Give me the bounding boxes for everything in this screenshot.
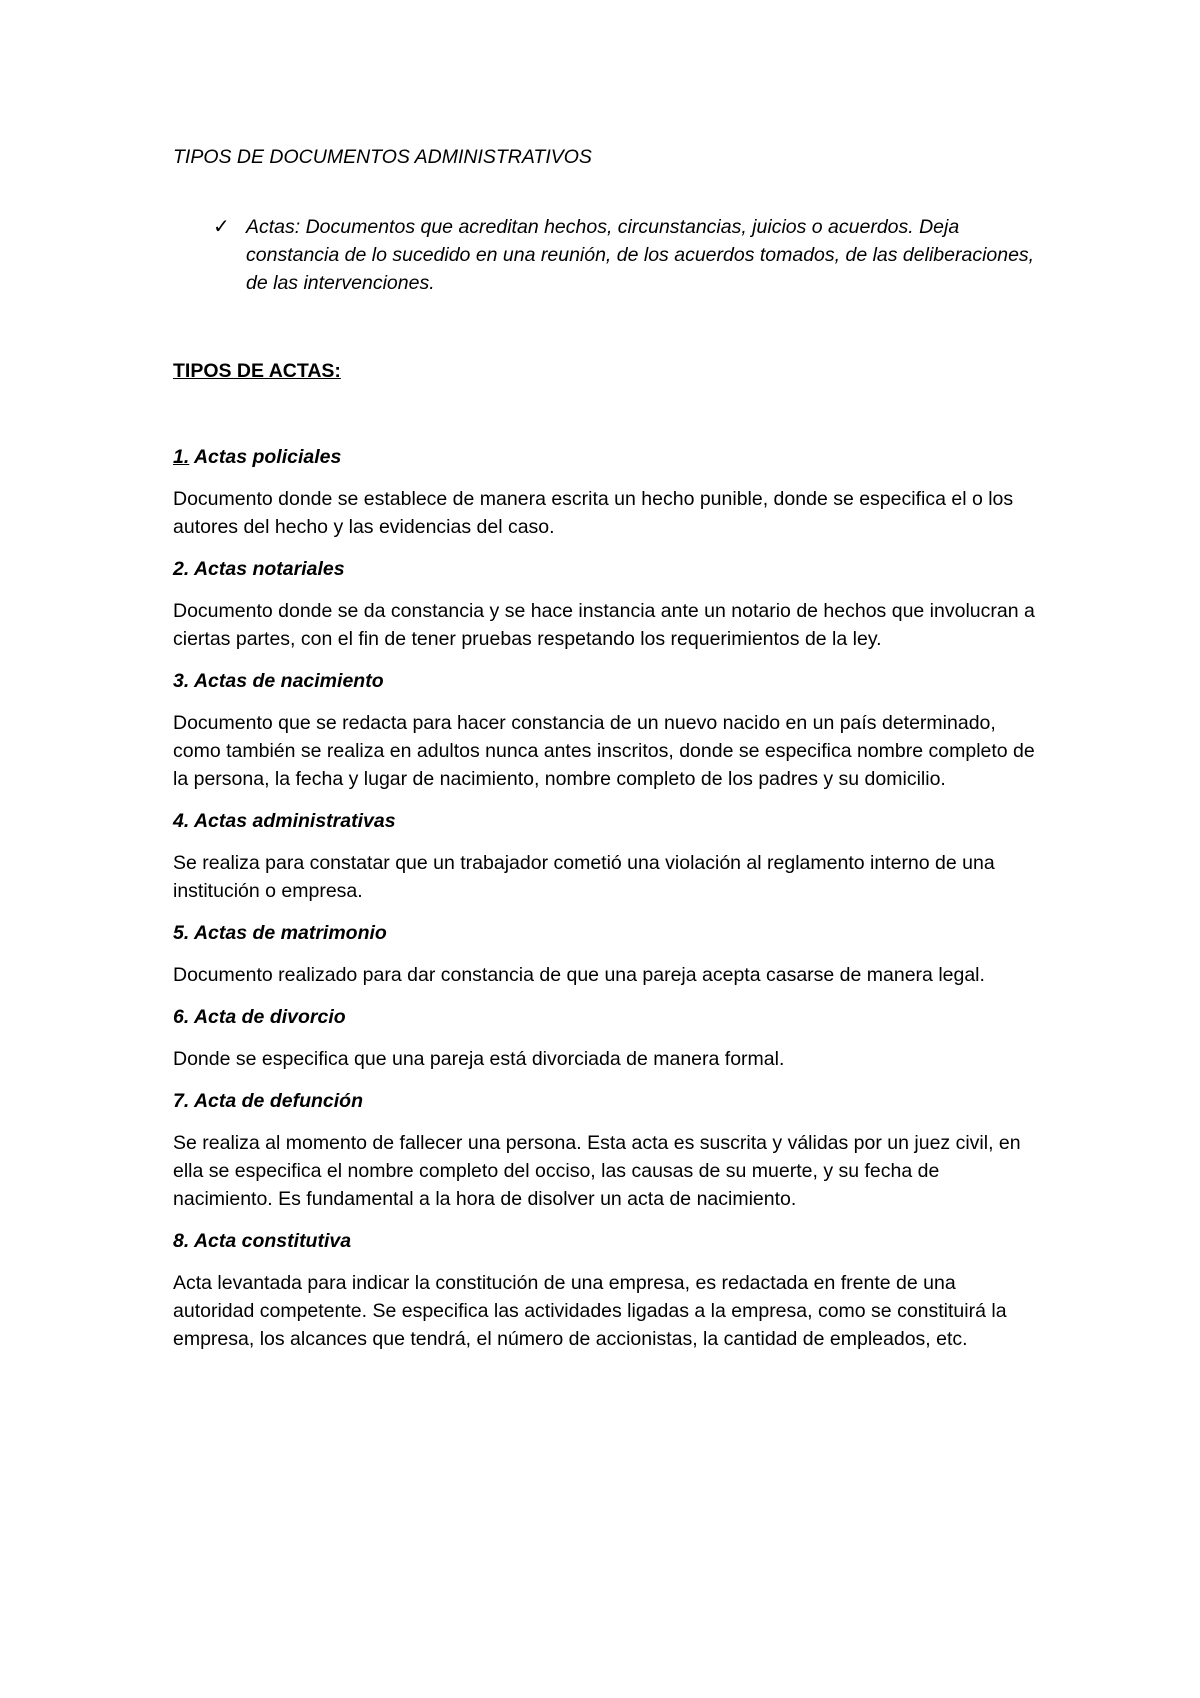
- document-page: [173, 143, 1043, 1367]
- check-list-item: [173, 213, 1043, 297]
- acta-item-description: Donde se especifica que una pareja está divorciada de manera formal.: [173, 1048, 785, 1070]
- acta-item: [173, 1087, 1043, 1213]
- acta-item-heading: [173, 667, 1043, 695]
- acta-item-number: 1.: [173, 446, 190, 468]
- acta-item-heading: [173, 1087, 1043, 1115]
- acta-item-description: Documento donde se establece de manera escrita un hecho punible, donde se especifica el o los autores del hecho y las evidencias del caso.: [173, 488, 1014, 538]
- acta-item-title: Actas de matrimonio: [189, 922, 387, 944]
- acta-item-number: 8.: [173, 1230, 190, 1252]
- acta-item: [173, 555, 1043, 653]
- acta-item: [173, 807, 1043, 905]
- acta-item-title: Actas policiales: [189, 446, 342, 468]
- acta-list: [173, 443, 1043, 1353]
- acta-item-title: Actas administrativas: [189, 810, 396, 832]
- acta-item-description: Se realiza para constatar que un trabajador cometió una violación al reglamento interno de una institución o empresa.: [173, 852, 995, 902]
- acta-item: [173, 1227, 1043, 1353]
- acta-item-title: Acta de divorcio: [189, 1006, 346, 1028]
- check-item-text: Actas: Documentos que acreditan hechos, circunstancias, juicios o acuerdos. Deja constancia de lo sucedido en una reunión, de los acuerdos tomados, de las deliberaciones, de las intervenciones.: [246, 216, 1035, 294]
- acta-item-title: Actas notariales: [189, 558, 345, 580]
- acta-item-number: 2.: [173, 558, 190, 580]
- acta-item-description: Documento realizado para dar constancia de que una pareja acepta casarse de manera legal.: [173, 964, 985, 986]
- acta-item-description: Documento donde se da constancia y se hace instancia ante un notario de hechos que involucran a ciertas partes, con el fin de tener pruebas respetando los requerimientos de la ley.: [173, 600, 1035, 650]
- acta-item-heading: [173, 555, 1043, 583]
- section-title: TIPOS DE ACTAS:: [173, 360, 341, 382]
- acta-item-title: Actas de nacimiento: [189, 670, 384, 692]
- acta-item-heading: [173, 919, 1043, 947]
- acta-item-heading: [173, 807, 1043, 835]
- acta-item-number: 5.: [173, 922, 190, 944]
- acta-item: [173, 667, 1043, 793]
- acta-item-number: 7.: [173, 1090, 190, 1112]
- acta-item-description: Documento que se redacta para hacer constancia de un nuevo nacido en un país determinado, como también se realiza en adultos nunca antes inscritos, donde se especifica nombre completo de la persona, la fecha y lugar de nacimiento, nombre completo de los padres y su domicilio.: [173, 712, 1035, 790]
- acta-item-number: 4.: [173, 810, 190, 832]
- check-icon: ✓: [213, 216, 230, 238]
- acta-item: [173, 919, 1043, 989]
- acta-item-title: Acta constitutiva: [189, 1230, 352, 1252]
- acta-item-number: 3.: [173, 670, 190, 692]
- document-title: TIPOS DE DOCUMENTOS ADMINISTRATIVOS: [173, 146, 592, 168]
- acta-item: [173, 443, 1043, 541]
- acta-item-description: Acta levantada para indicar la constitución de una empresa, es redactada en frente de una autoridad competente. Se especifica las actividades ligadas a la empresa, como se constituirá la empresa, los alcances que tendrá, el número de accionistas, la cantidad de empleados, etc.: [173, 1272, 1007, 1350]
- acta-item-heading: [173, 443, 1043, 471]
- acta-item-number: 6.: [173, 1006, 190, 1028]
- acta-item: [173, 1003, 1043, 1073]
- acta-item-title: Acta de defunción: [189, 1090, 363, 1112]
- acta-item-description: Se realiza al momento de fallecer una persona. Esta acta es suscrita y válidas por un juez civil, en ella se especifica el nombre completo del occiso, las causas de su muerte, y su fecha de nacimiento. Es fundamental a la hora de disolver un acta de nacimiento.: [173, 1132, 1021, 1210]
- acta-item-heading: [173, 1003, 1043, 1031]
- acta-item-heading: [173, 1227, 1043, 1255]
